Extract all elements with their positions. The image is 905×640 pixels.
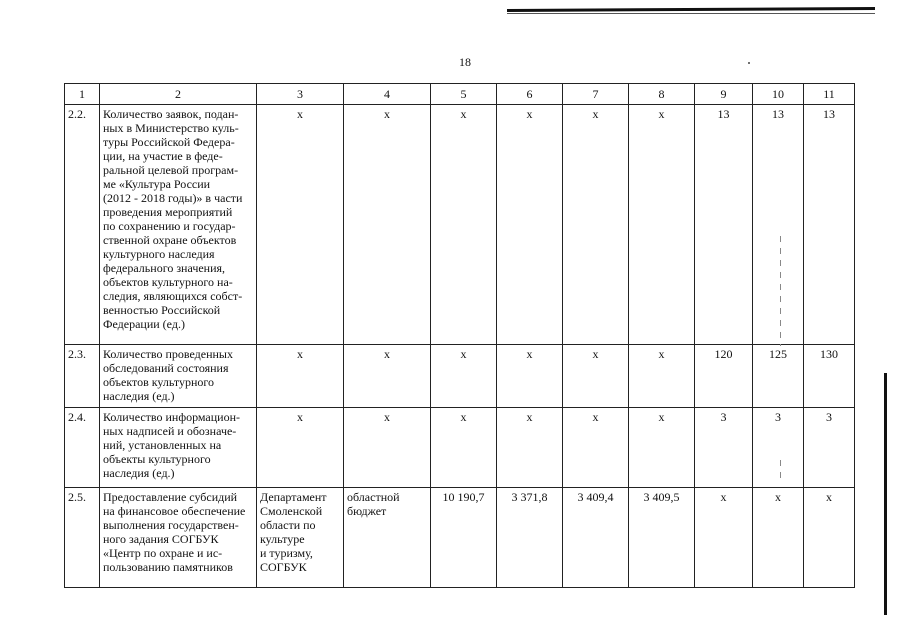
column-header: 9 xyxy=(695,84,753,105)
cell-total: х xyxy=(431,105,497,345)
cell-funding-source: х xyxy=(344,105,431,345)
cell-funding-source: х xyxy=(344,408,431,488)
cell-year-1: х xyxy=(497,105,563,345)
table-row xyxy=(65,488,855,588)
cell-indicator-3: 13 xyxy=(804,105,855,345)
cell-year-1: х xyxy=(497,408,563,488)
cell-total: 10 190,7 xyxy=(431,488,497,588)
indicator-name: Количество информацион- ных надписей и обозначе- ний, установленных на объекты культурного наследия (ед.) xyxy=(100,408,257,488)
column-header: 8 xyxy=(629,84,695,105)
column-header: 11 xyxy=(804,84,855,105)
cell-funding-source: х xyxy=(344,345,431,408)
cell-executor: х xyxy=(257,408,344,488)
cell-indicator-1: 120 xyxy=(695,345,753,408)
row-number: 2.3. xyxy=(65,345,100,408)
column-header: 3 xyxy=(257,84,344,105)
scan-edge-line xyxy=(507,7,875,12)
scan-right-edge xyxy=(884,373,887,615)
table-row xyxy=(65,345,855,408)
cell-indicator-3: х xyxy=(804,488,855,588)
cell-indicator-2: 3 xyxy=(753,408,804,488)
column-number-row xyxy=(65,84,855,105)
cell-indicator-3: 3 xyxy=(804,408,855,488)
cell-total: х xyxy=(431,408,497,488)
scan-edge-line-thin xyxy=(507,13,875,14)
indicator-name: Предоставление субсидий на финансовое обеспечение выполнения государствен- ного задания СОГБУК «Центр по охране и ис- пользованию памятников xyxy=(100,488,257,588)
column-header: 4 xyxy=(344,84,431,105)
cell-year-3: х xyxy=(629,408,695,488)
cell-executor: х xyxy=(257,345,344,408)
cell-year-2: х xyxy=(563,345,629,408)
cell-indicator-2: 125 xyxy=(753,345,804,408)
indicator-name: Количество заявок, подан- ных в Министерство куль- туры Российской Федера- ции, на участие в феде- ральной целевой програм- ме «Культура России (2012 - 2018 годы)» в части проведения мероприятий по сохранению и государ- ственной охране объектов культурного наследия федерального значения, объектов культурного на- следия, являющихся собст- венностью Российской Федерации (ед.) xyxy=(100,105,257,345)
cell-year-3: 3 409,5 xyxy=(629,488,695,588)
cell-total: х xyxy=(431,345,497,408)
cell-year-2: 3 409,4 xyxy=(563,488,629,588)
cell-indicator-2: 13 xyxy=(753,105,804,345)
scan-dotted-mark xyxy=(780,460,781,480)
column-header: 5 xyxy=(431,84,497,105)
page-number: 18 xyxy=(459,55,471,69)
cell-executor: Департамент Смоленской области по культуре и туризму, СОГБУК xyxy=(257,488,344,588)
cell-indicator-1: х xyxy=(695,488,753,588)
column-header: 2 xyxy=(100,84,257,105)
cell-indicator-3: 130 xyxy=(804,345,855,408)
column-header: 1 xyxy=(65,84,100,105)
cell-year-3: х xyxy=(629,105,695,345)
cell-executor: х xyxy=(257,105,344,345)
indicator-name: Количество проведенных обследований состояния объектов культурного наследия (ед.) xyxy=(100,345,257,408)
cell-funding-source: областной бюджет xyxy=(344,488,431,588)
table-row xyxy=(65,408,855,488)
column-header: 10 xyxy=(753,84,804,105)
cell-year-1: х xyxy=(497,345,563,408)
program-table xyxy=(64,83,855,588)
cell-year-1: 3 371,8 xyxy=(497,488,563,588)
cell-year-2: х xyxy=(563,105,629,345)
column-header: 6 xyxy=(497,84,563,105)
table-row xyxy=(65,105,855,345)
row-number: 2.5. xyxy=(65,488,100,588)
scan-speck xyxy=(748,62,750,64)
row-number: 2.2. xyxy=(65,105,100,345)
scan-dotted-mark xyxy=(780,236,781,346)
cell-indicator-1: 13 xyxy=(695,105,753,345)
cell-year-3: х xyxy=(629,345,695,408)
cell-year-2: х xyxy=(563,408,629,488)
row-number: 2.4. xyxy=(65,408,100,488)
column-header: 7 xyxy=(563,84,629,105)
cell-indicator-1: 3 xyxy=(695,408,753,488)
cell-indicator-2: х xyxy=(753,488,804,588)
